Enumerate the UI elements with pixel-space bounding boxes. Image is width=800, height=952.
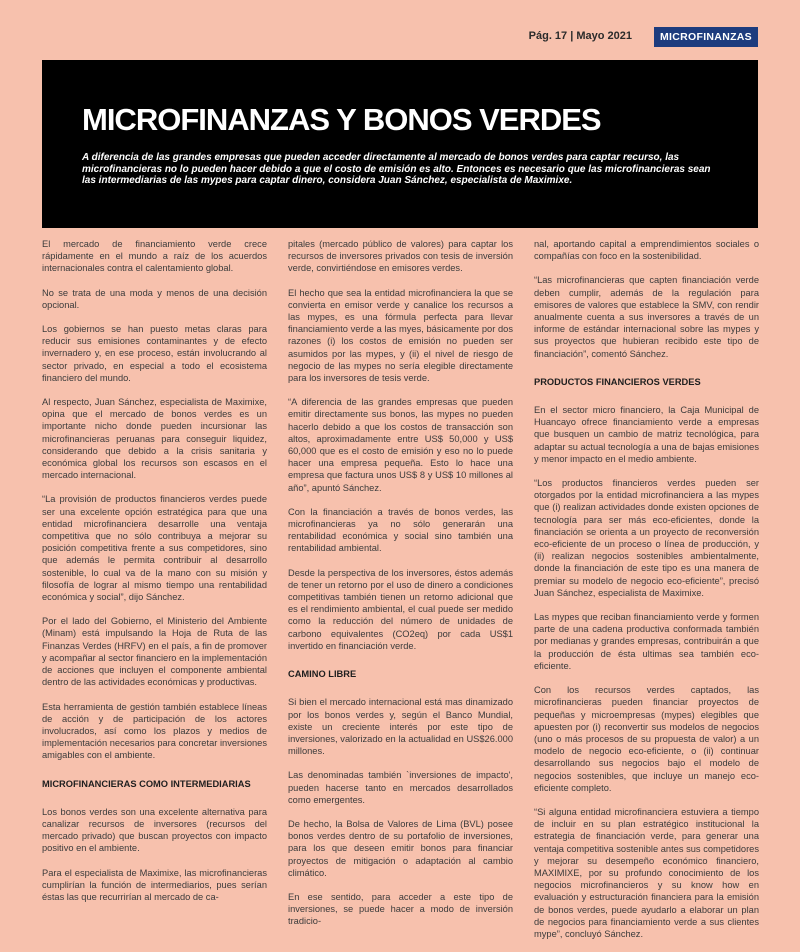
page-header <box>0 0 800 52</box>
paragraph: El hecho que sea la entidad microfinanciera la que se convierta en emisor verde y canalice los recursos a las mypes, es una fórmula perfecta para llevar financiamiento verde a las myes, básicamente por dos razones (i) los costos de emisión no pueden ser asumidos por las mypes, y (ii) el nivel de riesgo de negocio de las mypes no sería elegible directamente para los inversores de tesis verde. <box>288 287 513 384</box>
section-heading: CAMINO LIBRE <box>288 669 357 680</box>
paragraph: En ese sentido, para acceder a este tipo de inversiones, se puede hacer a modo de inversión tradicio- <box>288 891 513 927</box>
paragraph: Para el especialista de Maximixe, las microfinancieras cumplirían la función de intermediarios, pues serían éstas las que recurrirían al mercado de ca- <box>42 867 267 902</box>
paragraph: “Las microfinancieras que capten financiación verde deben cumplir, además de la regulación para emisores de valores que establece la SMV, con rendir anualmente cuenta a sus inversores a través de un informe de estándar internacional sobre las mypes y sus proyectos que hubieran recibido este tipo de financiación”, comentó Sánchez. <box>534 275 759 359</box>
text-column-1 <box>42 238 267 915</box>
paragraph: “Si alguna entidad microfinanciera estuviera a tiempo de incluir en su plan estratégico institucional la estrategia de financiación verde, para generar una ventaja competitiva sostenible antes sus competidores y mejorar su desempeño económico financiero, MAXIMIXE, por su profundo conocimiento de los negocios microfinancieros y su know how en evaluación y estructuración financiera para la emisión de bonos verdes, puede ayudarlo a elaborar un plan de negocios para financiamiento verde a sus clientes mype”, concluyó Sánchez. <box>534 806 759 939</box>
paragraph: pitales (mercado público de valores) para captar los recursos de inversores privados con tesis de inversión verde, convirtiéndose en emisores verdes. <box>288 239 513 274</box>
section-heading: PRODUCTOS FINANCIEROS VERDES <box>534 376 701 387</box>
paragraph: Los bonos verdes son una excelente alternativa para canalizar recursos de inversores (recursos del mercado privado) que buscan proyectos con impacto positivo en el ambiente. <box>42 806 267 854</box>
paragraph: Con los recursos verdes captados, las microfinancieras pueden financiar proyectos de pequeñas y microempresas (mypes) elegibles que apuesten por (i) reconvertir sus modelos de negocios (uno o más procesos de su propuesta de valor) a un modelo de negocio eco-eficiente, o (ii) continuar desarrollando sus negocios bajo el modelo de negocios sostenibles, que incluye un manejo eco-eficiente completo. <box>534 685 759 793</box>
paragraph: Por el lado del Gobierno, el Ministerio del Ambiente (Minam) está impulsando la Hoja de Ruta de las Finanzas Verdes (HRFV) en el país, a fin de promover y acompañar al sector financiero en la implementación de acciones que incluyen el componente ambiental dentro de las actividades económicas y productivas. <box>42 616 267 688</box>
text-column-3 <box>534 238 759 952</box>
paragraph: No se trata de una moda y menos de una decisión opcional. <box>42 287 267 310</box>
paragraph: Desde la perspectiva de los inversores, éstos además de tener un retorno por el uso de dinero a condiciones competitivas también tienen un retorno adicional que es el rendimiento ambiental, el cual puede ser medido como la reducción del número de unidades de carbono equivalentes (CO2eq) por cada US$1 invertido en financiación verde. <box>288 567 513 651</box>
brand-logo: MICROFINANZAS <box>654 27 758 47</box>
hero-banner <box>42 60 758 228</box>
text-column-2 <box>288 238 513 940</box>
paragraph: nal, aportando capital a emprendimientos sociales o compañías con foco en la sostenibilidad. <box>534 239 759 262</box>
paragraph: “Los productos financieros verdes pueden ser otorgados por la entidad microfinanciera a las mypes que (i) realizan actividades donde existen opciones de tecnología para ser más eco-eficientes, donde la financiación se orienta a un proyecto de reconversión eco-eficiente de un proceso o línea de producción, y (ii) realizan negocios sostenibles ambientalmente, donde la financiación de este tipo es una manera de premiar su modelo de negocio eco-eficiente”, precisó Juan Sánchez, especialista de Maximixe. <box>534 478 759 598</box>
paragraph: De hecho, la Bolsa de Valores de Lima (BVL) posee bonos verdes dentro de su portafolio de inversiones, para los que deseen emitir bonos para financiar proyectos de mitigación o adaptación al cambio climático. <box>288 818 513 878</box>
article-deck: A diferencia de las grandes empresas que pueden acceder directamente al mercado de bonos verdes para captar recurso, las microfinancieras no lo pueden hacer debido a que el costo de emisión es alto. Entonces es necesario que las microfinancieras sean las intermediarias de las mypes para captar dinero, considera Juan Sánchez, especialista de Maximixe. <box>82 152 711 186</box>
paragraph: Con la financiación a través de bonos verdes, las microfinancieras ya no sólo generarán una rentabilidad económica y social sino también una rentabilidad ambiental. <box>288 506 513 554</box>
paragraph: “La provisión de productos financieros verdes puede ser una excelente opción estratégica para que una entidad microfinanciera desarrolle una ventaja competitiva que no sólo contribuya a mejorar su posición competitiva frente a sus competidores, sino que además le permita contribuir al desarrollo sostenible, lo cual va de la mano con su misión y filosofía de lograr al mismo tiempo una rentabilidad económica y social”, dijo Sánchez. <box>42 494 267 603</box>
paragraph: Las denominadas también `inversiones de impacto', pueden hacerse tanto en mercados desarrollados como emergentes. <box>288 770 513 805</box>
paragraph: Los gobiernos se han puesto metas claras para reducir sus emisiones contaminantes y de efecto invernadero y, en ese proceso, están involucrando al sector privado, en especial a todo el ecosistema financiero del mundo. <box>42 324 267 383</box>
article-title: MICROFINANZAS Y BONOS VERDES <box>82 102 601 137</box>
paragraph: El mercado de financiamiento verde crece rápidamente en el mundo a raíz de los acuerdos internacionales contra el calentamiento global. <box>42 239 267 274</box>
section-heading: MICROFINANCIERAS COMO INTERMEDIARIAS <box>42 778 251 789</box>
paragraph: Las mypes que reciban financiamiento verde y formen parte de una cadena productiva conformada también por medianas y grandes empresas, contribuirán a que la producción de ésta ultimas sea también eco-eficiente. <box>534 612 759 671</box>
paragraph: Al respecto, Juan Sánchez, especialista de Maximixe, opina que el mercado de bonos verdes es un importante nicho donde pueden incursionar las microfinancieras peruanas para conseguir liquidez, considerando que debido a la crisis sanitaria y económica global los recursos son escasos en el mercado internacional. <box>42 397 267 481</box>
page-info: Pág. 17 | Mayo 2021 <box>528 30 632 42</box>
paragraph: Esta herramienta de gestión también establece líneas de acción y de participación de los actores involucrados, así como los plazos y medios de implementación necesarios para concretar inversiones amigables con el ambiente. <box>42 701 267 761</box>
paragraph: En el sector micro financiero, la Caja Municipal de Huancayo ofrece financiamiento verde a empresas que busquen un cambio de matriz tecnológica, para adaptar su actual tecnología a una de bajas emisiones y menor impacto en el medio ambiente. <box>534 405 759 464</box>
paragraph: “A diferencia de las grandes empresas que pueden emitir directamente sus bonos, las mypes no pueden hacerlo debido a que los costos de transacción son altos, aproximadamente entre US$ 50,000 y US$ 60,000 que es el costo de emisión y eso no lo puede hacer una empresa pequeña. Esto lo hace una empresa que factura unos US$ 8 y US$ 10 millones al año”, apuntó Sánchez. <box>288 397 513 493</box>
paragraph: Si bien el mercado internacional está mas dinamizado por los bonos verdes y, según el Banco Mundial, existe un creciente interés por este tipo de inversiones, valorizado en la actualidad en US$26.000 millones. <box>288 697 513 757</box>
